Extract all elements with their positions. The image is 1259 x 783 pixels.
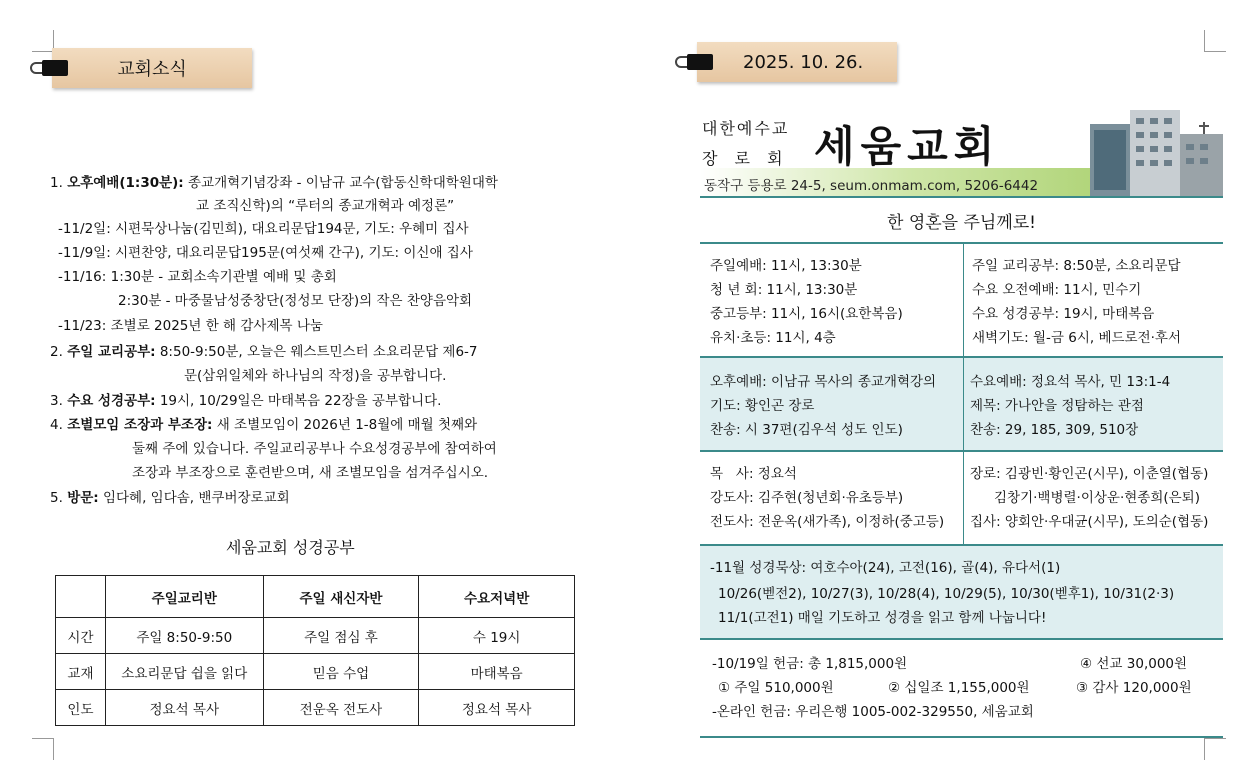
news-item-2: 2. 주일 교리공부: 8:50-9:50분, 오늘은 웨스트민스터 소요리문답 제6-7 <box>50 344 478 360</box>
offering-thanks: ③ 감사 120,000원 <box>1076 680 1192 696</box>
worship-item: 제목: 가나안을 정탐하는 관점 <box>970 398 1144 414</box>
bible-reading-line: 11/1(고전1) 매일 기도하고 성경을 읽고 함께 나눕니다! <box>718 610 1047 626</box>
table-cell: 정요석 목사 <box>419 690 575 726</box>
news-line: 둘째 주에 있습니다. 주일교리공부나 수요성경공부에 참여하여 <box>132 441 497 457</box>
table-header-row <box>56 576 575 618</box>
table-cell: 소요리문답 쉽을 읽다 <box>105 654 263 690</box>
table-cell: 주일 8:50-9:50 <box>105 618 263 654</box>
online-offering: -온라인 헌금: 우리은행 1005-002-329550, 세움교회 <box>712 704 1034 720</box>
news-item-3: 3. 수요 성경공부: 19시, 10/29일은 마태복음 22장을 공부합니다. <box>50 393 442 409</box>
schedule-item: 중고등부: 11시, 16시(요한복음) <box>710 306 903 322</box>
worship-item: 오후예배: 이남규 목사의 종교개혁강의 <box>710 374 937 390</box>
offering-tithe: ② 십일조 1,155,000원 <box>888 680 1030 696</box>
schedule-item: 새벽기도: 월-금 6시, 베드로전·후서 <box>972 330 1181 346</box>
worship-item: 찬송: 29, 185, 309, 510장 <box>970 422 1139 438</box>
schedule-item: 유치·초등: 11시, 4층 <box>710 330 836 346</box>
divider <box>963 244 964 356</box>
schedule-item: 수요 성경공부: 19시, 마태복음 <box>972 306 1155 322</box>
schedule-item: 수요 오전예배: 11시, 민수기 <box>972 282 1142 298</box>
table-cell: 수 19시 <box>419 618 575 654</box>
table-cell: 교재 <box>56 654 106 690</box>
church-address: 동작구 등용로 24-5, seum.onmam.com, 5206-6442 <box>704 178 1039 194</box>
staff-item: 김창기·백병렬·이상운·현종희(은퇴) <box>994 490 1200 506</box>
table-cell: 정요석 목사 <box>105 690 263 726</box>
table-header: 주일 새신자반 <box>263 576 419 618</box>
table-header: 주일교리반 <box>105 576 263 618</box>
news-line: 조장과 부조장으로 훈련받으며, 새 조별모임을 섬겨주십시오. <box>132 465 489 481</box>
crop-mark <box>1204 738 1226 760</box>
news-line: 교 조직신학)의 “루터의 종교개혁과 예정론” <box>196 198 455 214</box>
staff-section <box>700 450 1223 544</box>
motto: 한 영혼을 주님께로! <box>887 212 1036 233</box>
worship-item: 기도: 황인곤 장로 <box>710 398 815 414</box>
denomination-line2: 장 로 회 <box>702 149 789 168</box>
news-line: -11/2일: 시편묵상나눔(김민희), 대요리문답194문, 기도: 우혜미 집사 <box>58 221 469 237</box>
schedule-section <box>700 242 1223 356</box>
offering-section <box>700 638 1223 738</box>
bible-reading-section <box>700 544 1223 638</box>
left-banner <box>52 48 252 88</box>
table-row <box>56 690 575 726</box>
schedule-item: 주일 교리공부: 8:50분, 소요리문답 <box>972 258 1181 274</box>
motto-banner <box>700 196 1223 242</box>
offering-total: -10/19일 헌금: 총 1,815,000원 <box>712 656 908 672</box>
crop-mark <box>1204 30 1226 52</box>
table-cell: 시간 <box>56 618 106 654</box>
schedule-item: 주일예배: 11시, 13:30분 <box>710 258 862 274</box>
schedule-item: 청 년 회: 11시, 13:30분 <box>710 282 858 298</box>
divider <box>963 452 964 544</box>
church-name: 세움교회 <box>814 122 1001 171</box>
table-row <box>56 654 575 690</box>
news-line: 문(삼위일체와 하나님의 작정)을 공부합니다. <box>184 368 447 384</box>
news-item-5: 5. 방문: 임다혜, 임다솜, 밴쿠버장로교회 <box>50 490 290 506</box>
church-header <box>700 104 1223 196</box>
table-cell: 마태복음 <box>419 654 575 690</box>
study-table <box>55 575 575 726</box>
worship-item: 수요예배: 정요석 목사, 민 13:1-4 <box>970 374 1171 390</box>
worship-section <box>700 356 1223 450</box>
staff-item: 강도사: 김주현(청년회·유초등부) <box>710 490 904 506</box>
table-cell: 주일 점심 후 <box>263 618 419 654</box>
bible-reading-line: -11월 성경묵상: 여호수아(24), 고전(16), 골(4), 유다서(1) <box>710 560 1061 576</box>
table-cell: 믿음 수업 <box>263 654 419 690</box>
left-banner-title: 교회소식 <box>117 59 187 80</box>
staff-item: 전도사: 전운옥(새가족), 이정하(중고등) <box>710 514 945 530</box>
crop-mark <box>32 30 54 52</box>
worship-item: 찬송: 시 37편(김우석 성도 인도) <box>710 422 903 438</box>
divider <box>963 358 964 450</box>
news-line: -11/23: 조별로 2025년 한 해 감사제목 나눔 <box>58 318 323 334</box>
offering-sunday: ① 주일 510,000원 <box>718 680 834 696</box>
church-building-icon <box>1080 104 1223 196</box>
staff-item: 장로: 김광빈·황인곤(시무), 이춘열(협동) <box>970 466 1209 482</box>
binder-clip-icon <box>30 60 70 76</box>
binder-clip-icon <box>675 54 715 70</box>
crop-mark <box>32 738 54 760</box>
staff-item: 집사: 양회안·우대균(시무), 도의순(협동) <box>970 514 1209 530</box>
date-banner <box>697 42 897 82</box>
news-line: 2:30분 - 마중물남성중창단(정성모 단장)의 작은 찬양음악회 <box>118 293 473 309</box>
offering-mission: ④ 선교 30,000원 <box>1080 656 1188 672</box>
news-line: -11/16: 1:30분 - 교회소속기관별 예배 및 총회 <box>58 269 337 285</box>
bulletin-date: 2025. 10. 26. <box>743 51 864 73</box>
news-item-4: 4. 조별모임 조장과 부조장: 새 조별모임이 2026년 1-8월에 매월 첫째와 <box>50 417 478 433</box>
bible-reading-line: 10/26(벧전2), 10/27(3), 10/28(4), 10/29(5), 10/30(벧후1), 10/31(2·3) <box>718 586 1175 602</box>
denomination-line1: 대한예수교 <box>702 119 790 138</box>
table-row <box>56 618 575 654</box>
table-cell: 전운옥 전도사 <box>263 690 419 726</box>
news-item-1: 1. 오후예배(1:30분): 종교개혁기념강좌 - 이남규 교수(합동신학대학원대학 <box>50 175 498 191</box>
news-line: -11/9일: 시편찬양, 대요리문답195문(여섯째 간구), 기도: 이신애 집사 <box>58 245 473 261</box>
study-title: 세움교회 성경공부 <box>226 538 355 557</box>
table-header: 수요저녁반 <box>419 576 575 618</box>
staff-item: 목 사: 정요석 <box>710 466 797 482</box>
table-header <box>56 576 106 618</box>
table-cell: 인도 <box>56 690 106 726</box>
